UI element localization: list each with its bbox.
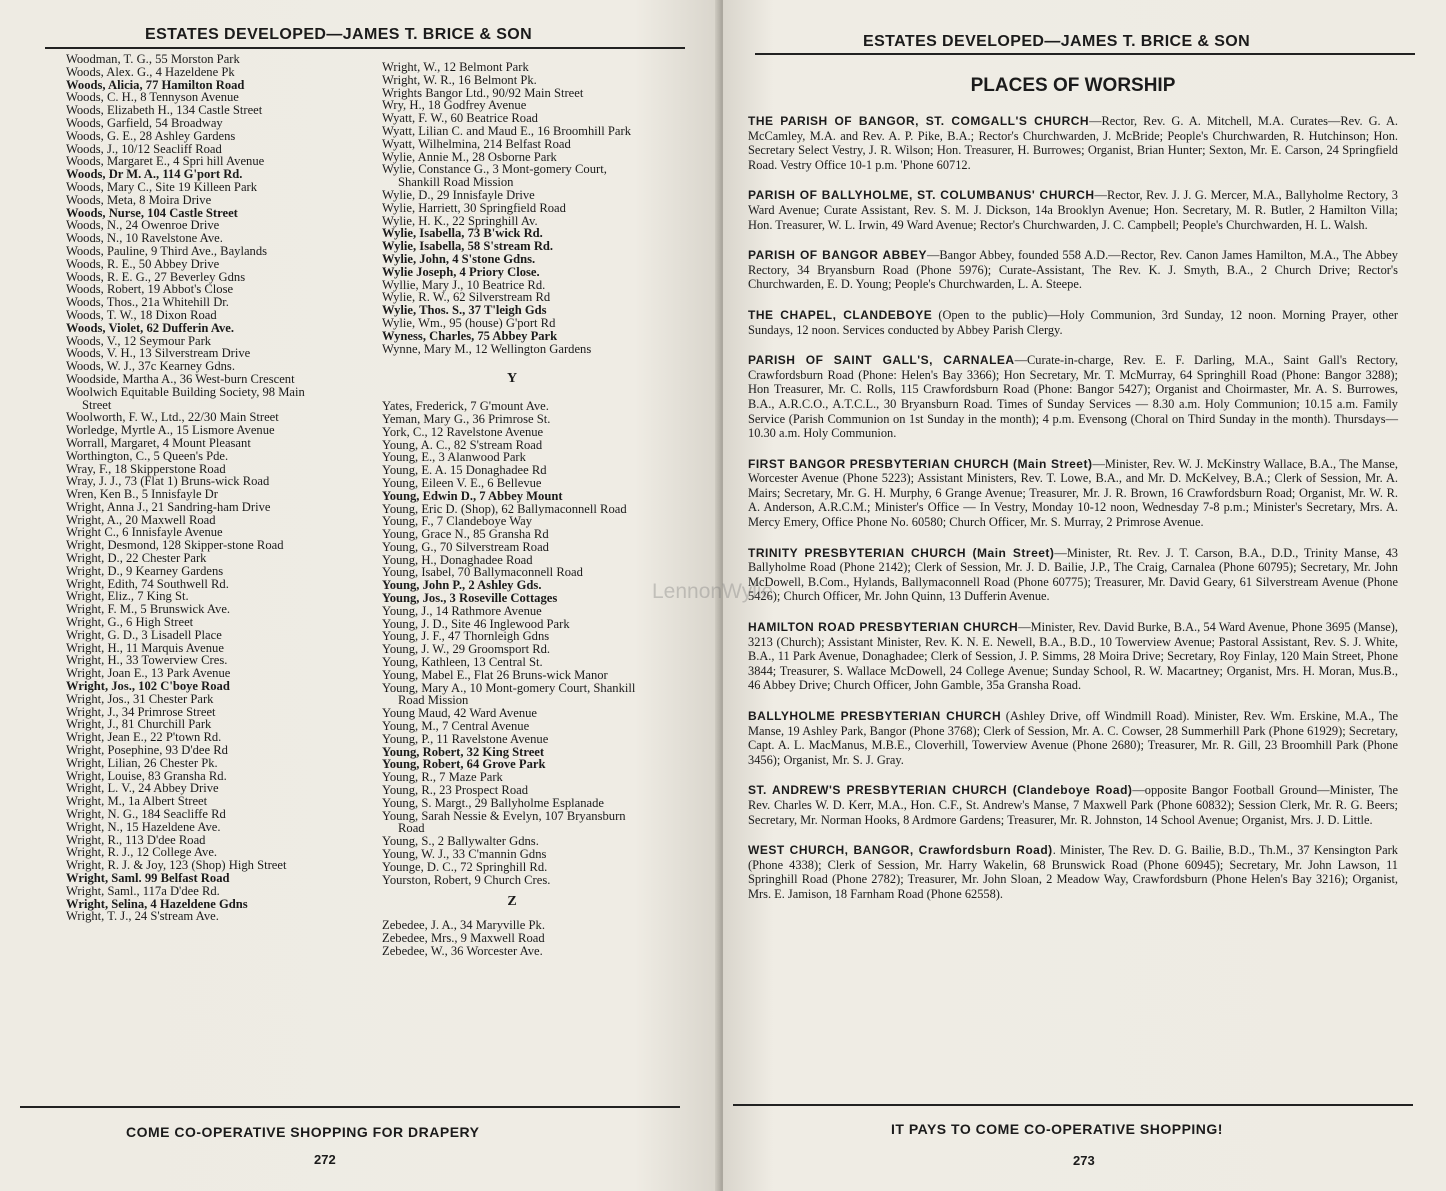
worship-entry [748, 188, 1398, 232]
header-rule [45, 47, 685, 49]
directory-entry: Young, J. F., 47 Thornleigh Gdns [382, 629, 550, 644]
directory-entry: Young, P., 11 Ravelstone Avenue [382, 731, 549, 746]
directory-entry: Wylie, Isabella, 58 S'stream Rd. [382, 239, 554, 254]
section-letter-y: Y [506, 371, 518, 387]
directory-entry: Wylie, John, 4 S'stone Gdns. [382, 251, 536, 266]
y-entries [382, 400, 642, 886]
directory-entry: Young, Robert, 64 Grove Park [382, 757, 546, 772]
directory-entry: Wry, H., 18 Godfrey Avenue [382, 98, 527, 113]
directory-entry: Wylie Joseph, 4 Priory Close. [382, 264, 540, 279]
directory-entry: Woodside, Martha A., 36 West-burn Crescent [66, 371, 295, 386]
church-details: —Minister, Rev. David Burke, B.A., 54 Ward Avenue, Phone 3695 (Manse), 3213 (Church); Assistant Minister, Rev. K. N. E. Newell, B.A., B.D., 10 Towerview Avenue; Pastoral Assistant, Rev. S. J. White, B.A., 11 Park Avenue, Donaghadee; Clerk of Session, J. P. Simms, 28 Moira Drive; Secretary, Roy Finlay, 120 Main Street, Phone 3844; Treasurer, S. Wallace McDowell, 24 College Avenue; Sunday School, R. W. Macartney; Organist, Mrs. H. Moran, Mus.B., 46 Abbey Drive; Church Officer, John Gamble, 35a Gransha Road. [748, 620, 1399, 693]
directory-entry: Wright, A., 20 Maxwell Road [66, 512, 216, 527]
directory-column-2 [382, 61, 642, 958]
directory-entry: Worrall, Margaret, 4 Mount Pleasant [66, 435, 251, 450]
directory-entry: Woods, J., 10/12 Seacliff Road [66, 141, 222, 156]
worship-entry [748, 843, 1398, 901]
church-details: —Bangor Abbey, founded 558 A.D.—Rector, Rev. Canon James Hamilton, M.A., The Abbey Rectory, 34 Bryansburn Road (Phone 5976); Curate-Assistant, The Rev. K. J. Smyth, B.A., 2 Church Drive; Rector's Churchwarden, E. D. Young; People's Churchwarden, L. A. Steepe. [748, 248, 1398, 292]
directory-entry: Yates, Frederick, 7 G'mount Ave. [382, 399, 549, 414]
directory-entry: Wright, N. G., 184 Seacliffe Rd [66, 807, 226, 822]
church-name: THE PARISH OF BANGOR, ST. COMGALL'S CHURCH [748, 114, 1090, 128]
left-page-footer: COME CO-OPERATIVE SHOPPING FOR DRAPERY [126, 1124, 480, 1140]
directory-column-1 [66, 53, 328, 923]
directory-entry: Wright, G. D., 3 Lisadell Place [66, 627, 222, 642]
directory-entry: Woods, N., 24 Owenroe Drive [66, 218, 220, 233]
directory-entry: Zebedee, Mrs., 9 Maxwell Road [382, 931, 545, 945]
directory-entry: Woods, G. E., 28 Ashley Gardens [66, 128, 236, 143]
directory-entry: Woolwich Equitable Building Society, 98 Main Street [66, 384, 305, 412]
directory-entry: Wyatt, Lilian C. and Maud E., 16 Broomhill Park [382, 123, 631, 138]
church-details: —Minister, Rt. Rev. J. T. Carson, B.A., D.D., Trinity Manse, 43 Ballyholme Road (Phone 2142); Clerk of Session, Mr. J. D. Bailie, J.P., The Craig, Carnalea (Phone 60795); Secretary, Mr. John McDowell, B.Com., Hylands, Ballymaconnell Road (Phone 60775); Treasurer, Mr. David Geary, 61 Silverstream Avenue (Phone 5426); Church Officer, Mr. John Quinn, 13 Dufferin Avenue. [748, 545, 1398, 604]
directory-entry: Woolworth, F. W., Ltd., 22/30 Main Street [66, 410, 279, 425]
directory-entry: Wright, G., 6 High Street [66, 615, 194, 630]
directory-entry: Young, R., 7 Maze Park [382, 770, 503, 785]
directory-entry: Worthington, C., 5 Queen's Pde. [66, 448, 229, 463]
left-page [0, 0, 721, 1191]
worship-entry [748, 709, 1398, 767]
directory-entry: Young, S., 2 Ballywalter Gdns. [382, 834, 539, 849]
directory-entry: Young, F., 7 Clandeboye Way [382, 514, 533, 529]
page-number-272: 272 [314, 1152, 336, 1167]
directory-entry: Young, Mary A., 10 Mont-gomery Court, Shankill Road Mission [382, 680, 636, 708]
directory-entry: Young, M., 7 Central Avenue [382, 719, 530, 734]
footer-rule-right [733, 1104, 1413, 1106]
directory-entry: Younge, D. C., 72 Springhill Rd. [382, 859, 548, 874]
church-details: (Open to the public)—Holy Communion, 3rd Sunday, 12 noon. Morning Prayer, other Sundays, 12 noon. Services conducted by Abbey Parish Clergy. [748, 307, 1398, 337]
directory-entry: Wright, Anna J., 21 Sandring-ham Drive [66, 499, 271, 514]
page-number-273: 273 [1073, 1153, 1095, 1168]
church-details: . Minister, The Rev. D. G. Bailie, B.D., Th.M., 37 Kensington Park (Phone 4338); Clerk of Session, Mr. Harry Wakelin, 68 Brunswick Road (Phone 60945); Secretary, Mr. John Lawson, 11 Springhill Road (Phone 2782); Treasurer, Mr. John Sloan, 2 Meadow Way, Crawfordsburn (Phone Helen's Bay 3216); Organist, Mrs. E. Jamison, 18 Farnham Road (Phone 62558). [748, 843, 1398, 901]
directory-entry: Wright, D., 9 Kearney Gardens [66, 563, 224, 578]
z-entries [382, 919, 642, 957]
directory-entry: Yeman, Mary G., 36 Primrose St. [382, 411, 551, 426]
directory-entry: Wright, Joan E., 13 Park Avenue [66, 666, 231, 681]
directory-entry: Woods, C. H., 8 Tennyson Avenue [66, 90, 239, 105]
directory-entry: Woods, V., 12 Seymour Park [66, 333, 212, 348]
church-details: —Rector, Rev. G. A. Mitchell, M.A. Curates—Rev. G. A. McCamley, M.A. and Rev. A. P. Pike, B.A.; Rector's Churchwarden, J. McBride; People's Churchwarden, R. Hutchinson; Hon. Secretary Select Vestry, J. R. Wilson; Hon. Treasurer, H. Burrowes; Organist, Brian Hunter; Sexton, Mr. E. Carson, 24 Springfield Road. Vestry Office 10-1 p.m. 'Phone 60712. [748, 114, 1398, 172]
directory-entry: Woods, Nurse, 104 Castle Street [66, 205, 238, 220]
directory-entry: Wright, D., 22 Chester Park [66, 551, 207, 566]
directory-entry: Woods, T. W., 18 Dixon Road [66, 307, 217, 322]
worship-entry [748, 546, 1398, 604]
directory-entry: Woods, Meta, 8 Moira Drive [66, 192, 212, 207]
directory-entry: Yourston, Robert, 9 Church Cres. [382, 872, 551, 887]
directory-entry: Young, W. J., 33 C'mannin Gdns [382, 847, 547, 862]
worship-entry [748, 457, 1398, 530]
directory-entry: Young, Sarah Nessie & Evelyn, 107 Bryansburn Road [382, 808, 626, 836]
worship-list [748, 114, 1398, 902]
directory-entry: Wylie, Constance G., 3 Mont-gomery Court, Shankill Road Mission [382, 162, 607, 190]
right-page-footer: IT PAYS TO COME CO-OPERATIVE SHOPPING! [891, 1121, 1223, 1137]
directory-entry: Wright, M., 1a Albert Street [66, 794, 208, 809]
directory-entry: Young, Robert, 32 King Street [382, 744, 545, 759]
directory-entry: Young, E. A. 15 Donaghadee Rd [382, 463, 547, 478]
directory-entry: Wyatt, F. W., 60 Beatrice Road [382, 111, 538, 126]
directory-entry: Young, John P., 2 Ashley Gds. [382, 578, 542, 593]
directory-entry: Zebedee, J. A., 34 Maryville Pk. [382, 918, 545, 933]
directory-entry: Woods, Alicia, 77 Hamilton Road [66, 77, 245, 92]
watermark: LennonWylie [652, 580, 774, 603]
church-name: WEST CHURCH, BANGOR, Crawfordsburn Road) [748, 843, 1053, 858]
directory-entry: Young, J., 14 Rathmore Avenue [382, 603, 542, 618]
directory-entry: Wright, Jos., 102 C'boye Road [66, 679, 230, 694]
directory-entry: Wright, R. J. & Joy, 123 (Shop) High Street [66, 858, 287, 873]
church-details: —Rector, Rev. J. J. G. Mercer, M.A., Ballyholme Rectory, 3 Ward Avenue; Curate Assistant, Rev. S. M. J. Dickson, 14a Brooklyn Avenue; Hon. Secretary, M. R. Butler, 2 Hamilton Villa; Hon. Treasurer, W. L. Irwin, 49 Ward Avenue; Rector's Churchwarden, J. C. Campbell; People's Churchwarden, H. L. Walsh. [748, 188, 1398, 232]
directory-entry: Wright, Desmond, 128 Skipper-stone Road [66, 538, 284, 553]
directory-entry: Wray, F., 18 Skipperstone Road [66, 461, 226, 476]
right-page-header: ESTATES DEVELOPED—JAMES T. BRICE & SON [863, 33, 1251, 50]
directory-entry: Wyness, Charles, 75 Abbey Park [382, 328, 558, 343]
directory-entry: Wright, Posephine, 93 D'dee Rd [66, 743, 228, 758]
church-name: PARISH OF BALLYHOLME, ST. COLUMBANUS' CHURCH [748, 188, 1095, 203]
directory-entry: Wylie, D., 29 Innisfayle Drive [382, 187, 535, 202]
directory-entry: Young, Isabel, 70 Ballymaconnell Road [382, 565, 583, 580]
directory-entry: York, C., 12 Ravelstone Avenue [382, 424, 544, 439]
w-entries [382, 61, 642, 355]
directory-entry: Wylie, R. W., 62 Silverstream Rd [382, 290, 551, 305]
directory-entry: Wright, R. J., 12 College Ave. [66, 845, 218, 860]
left-page-header: ESTATES DEVELOPED—JAMES T. BRICE & SON [145, 26, 533, 43]
church-name: PARISH OF SAINT GALL'S, CARNALEA [748, 353, 1015, 368]
directory-entry: Young, Eileen V. E., 6 Bellevue [382, 475, 542, 490]
directory-entry: Young, Jos., 3 Roseville Cottages [382, 591, 558, 606]
directory-entry: Wright, Jean E., 22 P'town Rd. [66, 730, 222, 745]
directory-entry: Wright, J., 34 Primrose Street [66, 704, 216, 719]
worship-entry [748, 620, 1398, 693]
header-rule-right [755, 53, 1415, 55]
directory-entry: Wynne, Mary M., 12 Wellington Gardens [382, 341, 592, 356]
worship-entry [748, 353, 1398, 441]
directory-entry: Wray, J. J., 73 (Flat 1) Bruns-wick Road [66, 474, 270, 489]
directory-entry: Young, A. C., 82 S'stream Road [382, 437, 543, 452]
worship-entry [748, 248, 1398, 292]
directory-entry: Woods, Violet, 62 Dufferin Ave. [66, 320, 235, 335]
directory-entry: Wright, Jos., 31 Chester Park [66, 691, 214, 706]
directory-entry: Woods, R. E., 50 Abbey Drive [66, 256, 220, 271]
directory-entry: Woods, N., 10 Ravelstone Ave. [66, 231, 223, 246]
directory-entry: Wrights Bangor Ltd., 90/92 Main Street [382, 85, 584, 100]
directory-entry: Wyllie, Mary J., 10 Beatrice Rd. [382, 277, 546, 292]
directory-entry: Wright, Selina, 4 Hazeldene Gdns [66, 896, 248, 911]
places-of-worship-section [748, 70, 1398, 918]
directory-entry: Wright C., 6 Innisfayle Avenue [66, 525, 223, 540]
church-details: —Curate-in-charge, Rev. E. F. Darling, M.A., Saint Gall's Rectory, Crawfordsburn Road (Phone: Helen's Bay 3366); Hon Secretary, Mr. T. McMurray, 64 Springhill Road (Phone: Bangor 3288); Hon Treasurer, Mr. C. Rolls, 115 Crawfordsburn Road (Phone: Bangor 5427); Organist and Choirmaster, Mr. A. S. Burrowes, B.A., A.R.C.O., A.T.C.L., 30 Bryansburn Road. Times of Sunday Services — 8.30 a.m. Holy Communion; 10.15 a.m. Family Service (Parish Communion on 1st Sunday in the month); 4 p.m. Evensong (Choral on Third Sunday in the month). Thursdays—10.30 a.m. Holy Communion. [748, 353, 1398, 441]
church-name: FIRST BANGOR PRESBYTERIAN CHURCH (Main Street) [748, 456, 1093, 471]
directory-entry: Young, G., 70 Silverstream Road [382, 539, 549, 554]
directory-entry: Wright, N., 15 Hazeldene Ave. [66, 819, 221, 834]
church-name: PARISH OF BANGOR ABBEY [748, 248, 928, 263]
directory-entry: Woods, Robert, 19 Abbot's Close [66, 282, 234, 297]
directory-entry: Wright, F. M., 5 Brunswick Ave. [66, 602, 231, 617]
church-details: —Minister, Rev. W. J. McKinstry Wallace, B.A., The Manse, Worcester Avenue (Phone 5223); Assistant Ministers, Rev. T. Lowe, B.A., and Mr. D. McKelvey, B.A.; Clerk of Session, Mr. A. Mairs; Secretary, Mr. G. H. Murphy, 6 Grange Avenue; Treasurer, Mr. J. R. Brown, 16 Crawfordsburn Road; Organist, Mr. W. R. A. Anderson, A.R.C.M.; Minister's Office — In Vestry, Monday 10-12 noon, Wednesday 7-8 p.m.; Minister's Secretary, Mrs. A. Mercy Emery, Office Phone No. 60580; Church Officer, Mr. S. Murray, 2 Primrose Avenue. [748, 456, 1399, 530]
directory-entry: Woods, R. E. G., 27 Beverley Gdns [66, 269, 246, 284]
worship-entry [748, 308, 1398, 337]
church-name: TRINITY PRESBYTERIAN CHURCH (Main Street) [748, 545, 1055, 560]
directory-entry: Wylie, Harriett, 30 Springfield Road [382, 200, 566, 215]
directory-entry: Wright, R., 113 D'dee Road [66, 832, 206, 847]
directory-entry: Wylie, Isabella, 73 B'wick Rd. [382, 226, 543, 241]
directory-entry: Woods, Margaret E., 4 Spri hill Avenue [66, 154, 265, 169]
directory-entry: Wright, L. V., 24 Abbey Drive [66, 781, 219, 796]
directory-entry: Woods, V. H., 13 Silverstream Drive [66, 346, 251, 361]
directory-entry: Woods, Elizabeth H., 134 Castle Street [66, 103, 263, 118]
directory-entry: Woods, Mary C., Site 19 Killeen Park [66, 179, 258, 194]
directory-entry: Wright, H., 33 Towerview Cres. [66, 653, 228, 668]
directory-entry: Young, Edwin D., 7 Abbey Mount [382, 488, 563, 503]
directory-entry: Wright, Saml. 99 Belfast Road [66, 871, 230, 885]
directory-entry: Wylie, H. K., 22 Springhill Av. [382, 213, 538, 228]
church-details: (Ashley Drive, off Windmill Road). Minister, Rev. Wm. Erskine, M.A., The Manse, 19 Ashley Park, Bangor (Phone 3768); Clerk of Session, Mr. A. C. Cowser, 28 Summerhill Park (Phone 61929); Secretary, Capt. A. L. MacManus, M.B.E., Cloverhill, Towerview Avenue (Phone 2680); Treasurer, Mr. R. Gill, 23 Broomhill Park (Phone 3456); Organist, Mr. S. J. Gray. [748, 709, 1398, 767]
directory-entry: Wright, W. R., 16 Belmont Pk. [382, 72, 537, 87]
directory-entry: Woods, W. J., 37c Kearney Gdns. [66, 359, 235, 374]
footer-rule [20, 1106, 680, 1108]
directory-entry: Young, S. Margt., 29 Ballyholme Esplanade [382, 795, 605, 810]
directory-entry: Wright, H., 11 Marquis Avenue [66, 640, 224, 655]
directory-entry: Wright, W., 12 Belmont Park [382, 60, 529, 74]
directory-entry: Zebedee, W., 36 Worcester Ave. [382, 943, 543, 958]
church-name: THE CHAPEL, CLANDEBOYE [748, 307, 933, 322]
directory-entry: Wylie, Annie M., 28 Osborne Park [382, 149, 557, 164]
directory-entry: Wright, Louise, 83 Gransha Rd. [66, 768, 227, 783]
worship-entry [748, 783, 1398, 827]
section-letter-z: Z [507, 894, 517, 910]
directory-entry: Woodman, T. G., 55 Morston Park [66, 52, 240, 66]
directory-entry: Young, H., Donaghadee Road [382, 552, 533, 567]
directory-entry: Wright, Eliz., 7 King St. [66, 589, 189, 604]
directory-entry: Woods, Garfield, 54 Broadway [66, 115, 223, 130]
directory-entry: Wylie, Wm., 95 (house) G'port Rd [382, 315, 556, 330]
directory-entry: Wright, Lilian, 26 Chester Pk. [66, 755, 218, 770]
directory-entry: Woods, Pauline, 9 Third Ave., Baylands [66, 243, 268, 258]
directory-entry: Woods, Alex. G., 4 Hazeldene Pk [66, 64, 235, 79]
directory-entry: Young, Mabel E., Flat 26 Bruns-wick Manor [382, 667, 608, 682]
directory-entry: Young, J. W., 29 Groomsport Rd. [382, 642, 551, 657]
directory-entry: Wright, Saml., 117a D'dee Rd. [66, 883, 220, 898]
directory-entry: Wylie, Thos. S., 37 T'leigh Gds [382, 303, 547, 318]
directory-entry: Woods, Thos., 21a Whitehill Dr. [66, 295, 229, 310]
section-title: PLACES OF WORSHIP [970, 75, 1176, 96]
directory-entry: Young, R., 23 Prospect Road [382, 783, 529, 798]
church-name: HAMILTON ROAD PRESBYTERIAN CHURCH [748, 620, 1019, 635]
directory-entry: Young, Grace N., 85 Gransha Rd [382, 527, 549, 542]
directory-entry: Wren, Ken B., 5 Innisfayle Dr [66, 487, 218, 502]
directory-entry: Woods, Dr M. A., 114 G'port Rd. [66, 167, 243, 182]
directory-entry: Wright, Edith, 74 Southwell Rd. [66, 576, 229, 591]
directory-entry: Wyatt, Wilhelmina, 214 Belfast Road [382, 136, 571, 151]
worship-entry [748, 114, 1398, 172]
directory-entry: Wright, T. J., 24 S'stream Ave. [66, 909, 219, 924]
directory-entry: Young, E., 3 Alanwood Park [382, 450, 526, 465]
directory-entry: Worledge, Myrtle A., 15 Lismore Avenue [66, 423, 275, 438]
directory-entry: Young, Kathleen, 13 Central St. [382, 655, 543, 670]
church-details: —opposite Bangor Football Ground—Minister, The Rev. Charles W. D. Kerr, M.A., Hon. C.F., St. Andrew's Manse, 7 Maxwell Park (Phone 60832); Session Clerk, Mr. R. G. Beers; Secretary, Mr. Norman Hooks, 8 Ardmore Gardens; Treasurer, Mr. R. Johnston, 14 School Avenue; Organist, Mrs. J. D. Little. [748, 783, 1398, 827]
directory-entry: Young, J. D., Site 46 Inglewood Park [382, 616, 570, 631]
directory-entry: Young Maud, 42 Ward Avenue [382, 706, 538, 721]
directory-entry: Wright, J., 81 Churchill Park [66, 717, 212, 732]
directory-entry: Young, Eric D. (Shop), 62 Ballymaconnell Road [382, 501, 627, 516]
church-name: ST. ANDREW'S PRESBYTERIAN CHURCH (Clandeboye Road) [748, 783, 1133, 798]
church-name: BALLYHOLME PRESBYTERIAN CHURCH [748, 709, 1002, 723]
